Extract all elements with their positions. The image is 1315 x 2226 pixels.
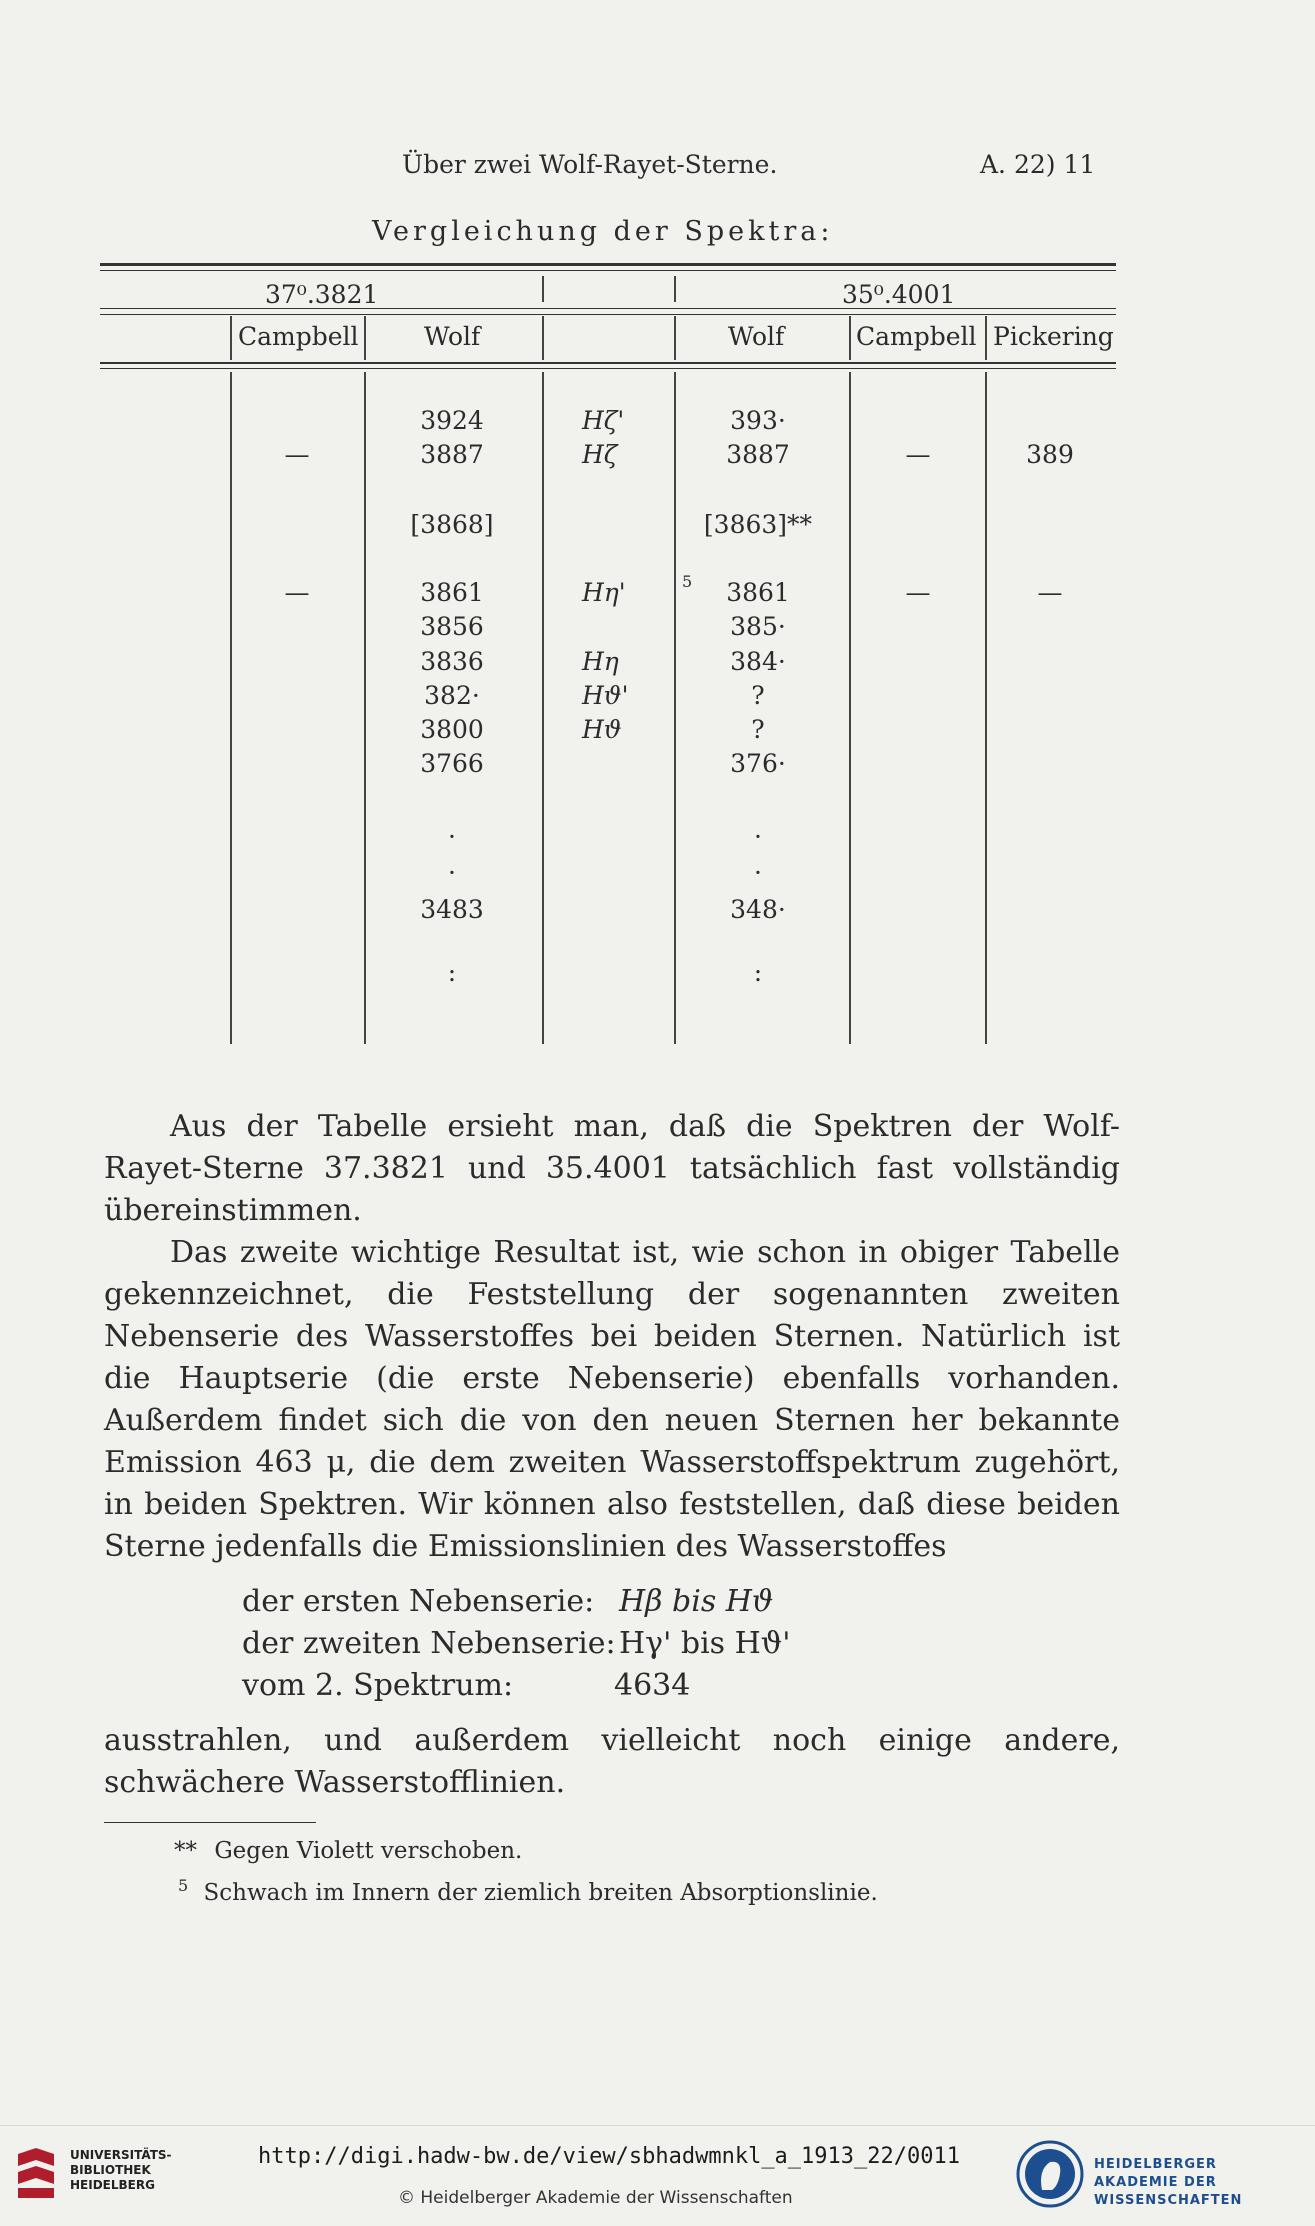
series-label: vom 2. Spektrum: [242,1668,514,1703]
table-rule [100,270,1116,271]
column-divider [230,316,232,360]
campbell-cell: — [905,440,931,469]
table-rule [100,362,1116,364]
wolf-cell: : [753,958,763,987]
library-logo-icon [12,2146,60,2202]
wolf-cell: ? [751,715,765,744]
footer-bar [0,2125,1315,2226]
permalink-url[interactable]: http://digi.hadw-bw.de/view/sbhadwmnkl_a_1913_22/0011 [258,2144,960,2169]
column-divider [849,316,851,360]
footnote-text: Gegen Violett verschoben. [214,1838,523,1864]
running-title: Über zwei Wolf-Rayet-Sterne. [402,150,778,179]
column-divider [542,316,544,360]
wolf-cell: · [448,858,456,887]
wolf-cell: : [447,958,457,987]
line-id-cell: Hζ' [582,406,625,435]
wolf-cell: 393· [730,406,786,435]
series-value: Hβ bis Hϑ [619,1584,774,1619]
line-id-cell: Hη [582,647,619,676]
wolf-cell: 3766 [420,749,484,778]
wolf-cell: 3800 [420,715,484,744]
pickering-cell: 389 [1026,440,1074,469]
table-rule [100,308,1116,309]
series-value: Hγ' bis Hϑ' [619,1626,791,1661]
wolf-cell: 384· [730,647,786,676]
campbell-cell: — [905,578,931,607]
column-header-pickering: Pickering [993,322,1114,351]
wolf-cell: 3483 [420,895,484,924]
group-header-left: 37⁰.3821 [265,280,379,309]
table-rule [100,368,1116,369]
spectra-table [0,0,1315,1060]
column-divider [985,372,987,1044]
footnote-rule [104,1822,316,1823]
line-id-cell: Hϑ' [582,681,629,710]
body-text-block-1 [104,1106,1120,1568]
library-logo-text: UNIVERSITÄTS-BIBLIOTHEK HEIDELBERG [70,2148,172,2192]
column-divider [542,372,544,1044]
copyright-notice: © Heidelberger Akademie der Wissenschaften [398,2188,793,2208]
paragraph: Das zweite wichtige Resultat ist, wie schon in obiger Tabelle gekennzeichnet, die Feststellung der sogenannten zweiten Nebenserie des Wasserstoffes bei beiden Sternen. Natürlich ist die Hauptserie (die erste Nebenserie) ebenfalls vorhanden. Außerdem findet sich die von den neuen Sternen her bekannte Emission 463 μ, die dem zweiten Wasserstoffspektrum zugehört, in beiden Spektren. Wir können also feststellen, daß diese beiden Sterne jedenfalls die Emissionslinien des Wasserstoffes [104,1235,1120,1564]
wolf-cell: 3856 [420,612,484,641]
academy-seal-icon [1016,2140,1084,2208]
wolf-cell: 376· [730,749,786,778]
column-divider [674,276,676,302]
series-label: der ersten Nebenserie: [242,1584,595,1619]
wolf-cell: [3868] [410,510,494,539]
academy-logo [1016,2140,1306,2210]
wolf-cell: 3887 [726,440,790,469]
column-divider [674,316,676,360]
wolf-cell: · [754,822,762,851]
column-divider [364,372,366,1044]
series-value: 4634 [614,1668,691,1703]
column-divider [985,316,987,360]
table-rule [100,314,1116,315]
wolf-cell: 3887 [420,440,484,469]
academy-logo-text: HEIDELBERGER AKADEMIE DER WISSENSCHAFTEN [1094,2157,1243,2208]
table-top-rule [100,263,1116,266]
footnote-mark: 5 [178,1876,189,1895]
wolf-cell: · [754,858,762,887]
campbell-cell: — [284,440,310,469]
column-header-campbell: Campbell [856,322,977,351]
column-divider [674,372,676,1044]
footnote [178,1876,878,1906]
column-header-wolf: Wolf [728,322,785,351]
campbell-cell: — [284,578,310,607]
wolf-cell: 3924 [420,406,484,435]
body-text-block-2 [104,1720,1120,1804]
footnote-mark: 5 [682,572,693,591]
footnote-mark: ** [174,1838,197,1864]
line-id-cell: Hη' [582,578,626,607]
line-id-cell: Hϑ [582,715,622,744]
wolf-cell: 348· [730,895,786,924]
column-header-wolf: Wolf [424,322,481,351]
footnote [174,1838,522,1864]
paragraph: ausstrahlen, und außerdem vielleicht noch einige andere, schwächere Wasserstofflinien. [104,1723,1120,1800]
column-divider [849,372,851,1044]
wolf-cell: 3861 [726,578,790,607]
wolf-cell: 3861 [420,578,484,607]
pickering-cell: — [1037,578,1063,607]
column-divider [364,316,366,360]
wolf-cell: 3836 [420,647,484,676]
library-logo [12,2144,172,2204]
column-divider [230,372,232,1044]
paragraph: Aus der Tabelle ersieht man, daß die Spektren der Wolf-Rayet-Sterne 37.3821 und 35.4001 tatsächlich fast vollständig übereinstimmen. [104,1109,1120,1228]
wolf-cell: 385· [730,612,786,641]
series-label: der zweiten Nebenserie: [242,1626,616,1661]
table-caption: Vergleichung der Spektra: [372,216,834,247]
wolf-cell: ? [751,681,765,710]
line-id-cell: Hζ [582,440,618,469]
wolf-cell: 382· [424,681,480,710]
column-header-campbell: Campbell [238,322,359,351]
group-header-right: 35⁰.4001 [842,280,956,309]
wolf-cell: [3863]** [703,510,813,539]
column-divider [542,276,544,302]
wolf-cell: · [448,822,456,851]
footnote-text: Schwach im Innern der ziemlich breiten Absorptionslinie. [203,1879,878,1906]
page-reference: A. 22) 11 [980,150,1096,179]
